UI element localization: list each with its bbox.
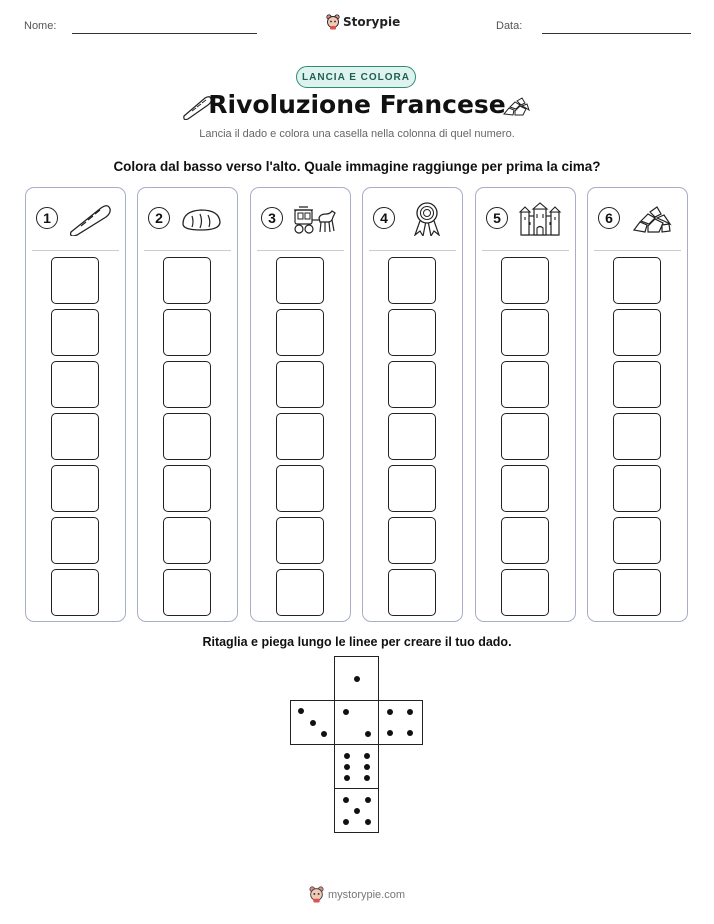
color-box[interactable]: [163, 257, 211, 304]
color-box[interactable]: [613, 257, 661, 304]
column-number: 4: [373, 207, 395, 229]
color-box[interactable]: [276, 413, 324, 460]
brand-logo: [326, 14, 400, 30]
color-box[interactable]: [276, 569, 324, 616]
die-pip: [387, 709, 393, 715]
column-4: [362, 187, 463, 622]
color-box[interactable]: [388, 465, 436, 512]
die-pip: [344, 753, 350, 759]
brand-name: Storypie: [343, 15, 401, 29]
die-pip: [344, 764, 350, 770]
castle-icon: [517, 202, 563, 236]
die-pip: [310, 720, 316, 726]
name-label: Nome:: [24, 20, 57, 32]
color-box[interactable]: [388, 309, 436, 356]
die-face-2: [334, 700, 379, 745]
column-number: 5: [486, 207, 508, 229]
column-number: 3: [261, 207, 283, 229]
die-pip: [344, 775, 350, 781]
color-box[interactable]: [51, 517, 99, 564]
column-divider: [144, 250, 231, 251]
date-line[interactable]: [542, 33, 691, 34]
color-box[interactable]: [51, 465, 99, 512]
color-box[interactable]: [501, 517, 549, 564]
subtitle: Lancia il dado e colora una casella nella colonna di quel numero.: [199, 128, 515, 140]
color-box[interactable]: [388, 413, 436, 460]
color-box[interactable]: [276, 465, 324, 512]
color-box[interactable]: [388, 361, 436, 408]
instruction: Colora dal basso verso l'alto. Quale immagine raggiunge per prima la cima?: [113, 159, 601, 174]
column-5: [475, 187, 576, 622]
stone-pile-title-icon: [501, 96, 531, 118]
color-box[interactable]: [51, 569, 99, 616]
color-box[interactable]: [613, 465, 661, 512]
color-box[interactable]: [613, 309, 661, 356]
die-pip: [364, 753, 370, 759]
die-pip: [321, 731, 327, 737]
storypie-mascot-icon: [309, 886, 324, 903]
column-6: [587, 187, 688, 622]
die-face-6: [334, 744, 379, 789]
die-face-4: [378, 700, 423, 745]
baguette-icon: [67, 202, 113, 236]
column-number: 1: [36, 207, 58, 229]
color-box[interactable]: [501, 257, 549, 304]
die-face-1: [334, 656, 379, 701]
column-2: [137, 187, 238, 622]
color-box[interactable]: [613, 517, 661, 564]
color-box[interactable]: [613, 413, 661, 460]
color-box[interactable]: [163, 465, 211, 512]
storypie-mascot-icon: [326, 14, 340, 30]
die-pip: [387, 730, 393, 736]
footer: [309, 886, 405, 903]
color-box[interactable]: [388, 517, 436, 564]
die-pip: [343, 797, 349, 803]
die-pip: [407, 709, 413, 715]
bread-loaf-icon: [179, 202, 225, 236]
color-box[interactable]: [163, 309, 211, 356]
color-box[interactable]: [501, 361, 549, 408]
page-title: Rivoluzione Francese: [208, 90, 506, 119]
die-pip: [298, 708, 304, 714]
die-pip: [365, 819, 371, 825]
color-box[interactable]: [276, 257, 324, 304]
die-pip: [364, 764, 370, 770]
color-box[interactable]: [51, 257, 99, 304]
color-box[interactable]: [163, 569, 211, 616]
rosette-ribbon-icon: [404, 202, 450, 236]
color-box[interactable]: [501, 309, 549, 356]
color-box[interactable]: [501, 413, 549, 460]
color-box[interactable]: [613, 569, 661, 616]
color-box[interactable]: [501, 569, 549, 616]
column-1: [25, 187, 126, 622]
die-pip: [343, 819, 349, 825]
color-box[interactable]: [613, 361, 661, 408]
column-divider: [32, 250, 119, 251]
color-box[interactable]: [501, 465, 549, 512]
column-divider: [369, 250, 456, 251]
name-line[interactable]: [72, 33, 257, 34]
color-box[interactable]: [163, 517, 211, 564]
die-pip: [354, 808, 360, 814]
die-pip: [365, 797, 371, 803]
die-pip: [407, 730, 413, 736]
column-number: 6: [598, 207, 620, 229]
color-box[interactable]: [51, 413, 99, 460]
cut-instruction: Ritaglia e piega lungo le linee per creare il tuo dado.: [202, 635, 512, 649]
color-box[interactable]: [276, 517, 324, 564]
color-box[interactable]: [388, 257, 436, 304]
footer-url[interactable]: mystorypie.com: [328, 888, 406, 901]
color-box[interactable]: [51, 361, 99, 408]
die-face-3: [290, 700, 335, 745]
die-pip: [364, 775, 370, 781]
activity-badge: LANCIA E COLORA: [296, 66, 416, 88]
color-box[interactable]: [163, 413, 211, 460]
column-divider: [482, 250, 569, 251]
die-pip: [365, 731, 371, 737]
die-pip: [354, 676, 360, 682]
stone-pile-icon: [629, 202, 675, 236]
column-number: 2: [148, 207, 170, 229]
column-divider: [594, 250, 681, 251]
horse-carriage-icon: [292, 202, 338, 236]
color-box[interactable]: [388, 569, 436, 616]
die-pip: [343, 709, 349, 715]
date-label: Data:: [496, 20, 523, 32]
color-box[interactable]: [163, 361, 211, 408]
color-box[interactable]: [276, 309, 324, 356]
die-face-5: [334, 788, 379, 833]
column-3: [250, 187, 351, 622]
column-divider: [257, 250, 344, 251]
color-box[interactable]: [276, 361, 324, 408]
color-box[interactable]: [51, 309, 99, 356]
